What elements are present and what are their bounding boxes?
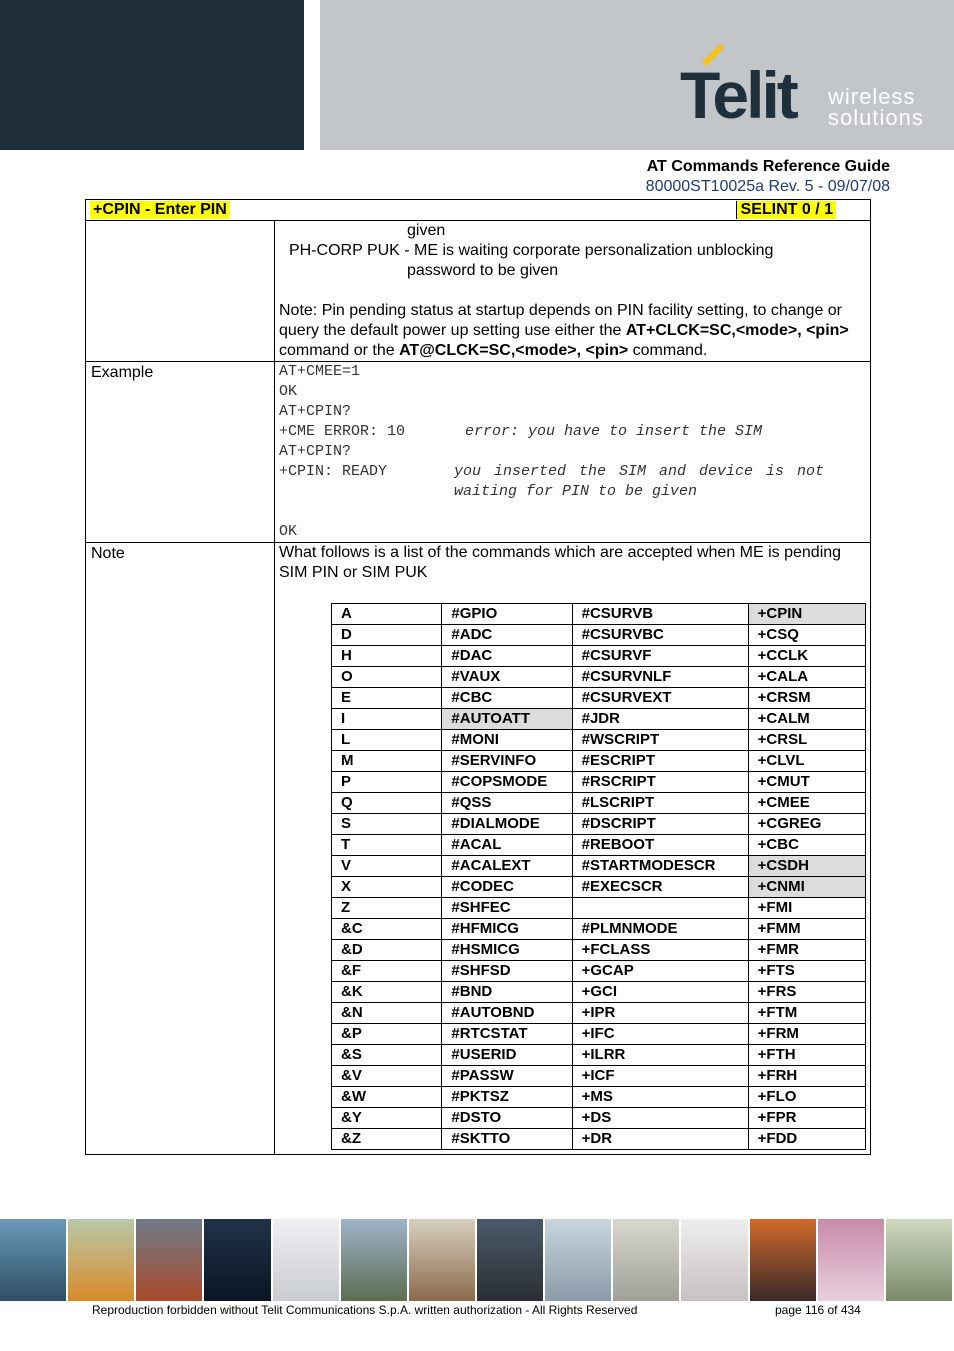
command-cell: +FTH: [748, 1045, 865, 1066]
table-row: [332, 1024, 866, 1045]
command-cell: +FLO: [748, 1087, 865, 1108]
command-cell: #USERID: [442, 1045, 572, 1066]
table-row: [332, 1087, 866, 1108]
command-cell: #DAC: [442, 646, 572, 667]
command-cell: +DS: [572, 1108, 748, 1129]
continuation-cell: [275, 221, 871, 362]
table-row: [332, 1003, 866, 1024]
command-cell: +CALM: [748, 709, 865, 730]
command-cell: #COPSMODE: [442, 772, 572, 793]
command-cell: &C: [332, 919, 442, 940]
command-cell: #VAUX: [442, 667, 572, 688]
command-cell: &D: [332, 940, 442, 961]
status-line-3: password to be given: [407, 262, 559, 279]
command-cell: #RSCRIPT: [572, 772, 748, 793]
status-line-2: PH-CORP PUK - ME is waiting corporate personalization unblocking: [289, 242, 774, 259]
document-title: AT Commands Reference Guide: [646, 158, 890, 175]
command-cell: #ESCRIPT: [572, 751, 748, 772]
command-cell: D: [332, 625, 442, 646]
pin-note: Note: Pin pending status at startup depends on PIN facility setting, to change or query the default power up setting use either the AT+CLCK=SC,<mode>, <pin> command or the AT@CLCK=SC,<mode>, <pin> command.: [279, 302, 849, 359]
command-cell: +FMR: [748, 940, 865, 961]
command-cell: #DIALMODE: [442, 814, 572, 835]
command-cell: +CNMI: [748, 877, 865, 898]
command-cell: #CSURVEXT: [572, 688, 748, 709]
command-cell: +CBC: [748, 835, 865, 856]
command-cell: #ACAL: [442, 835, 572, 856]
command-cell: #ACALEXT: [442, 856, 572, 877]
command-cell: #CSURVBC: [572, 625, 748, 646]
table-row: [332, 940, 866, 961]
command-cell: #CSURVB: [572, 604, 748, 625]
table-row: [332, 772, 866, 793]
command-cell: +FTS: [748, 961, 865, 982]
selint-label: SELINT 0 / 1: [736, 201, 836, 219]
command-cell: +CMEE: [748, 793, 865, 814]
example-line: AT+CPIN?: [279, 403, 352, 420]
command-cell: #EXECSCR: [572, 877, 748, 898]
table-row: [332, 604, 866, 625]
command-cell: +CMUT: [748, 772, 865, 793]
example-line: AT+CMEE=1: [279, 363, 361, 380]
example-cell: [275, 362, 871, 543]
command-cell: +IPR: [572, 1003, 748, 1024]
note-cell: [275, 543, 871, 1155]
command-cell: +CSQ: [748, 625, 865, 646]
example-line: +CME ERROR: 10 error: you have to insert the SIM: [279, 423, 763, 440]
command-cell: #PASSW: [442, 1066, 572, 1087]
command-cell: +FRM: [748, 1024, 865, 1045]
command-cell: #REBOOT: [572, 835, 748, 856]
example-line: OK: [279, 523, 298, 540]
telit-logo: Telit: [680, 58, 796, 132]
command-cell: #SERVINFO: [442, 751, 572, 772]
example-label: Example: [86, 362, 275, 543]
logo-tagline-1: wireless: [828, 84, 916, 109]
command-name: +CPIN - Enter PIN: [90, 201, 230, 219]
command-cell: #QSS: [442, 793, 572, 814]
command-cell: &V: [332, 1066, 442, 1087]
command-cell: +DR: [572, 1129, 748, 1150]
accepted-commands-table: [331, 603, 866, 1150]
command-cell: +CRSM: [748, 688, 865, 709]
table-row: [332, 1066, 866, 1087]
command-cell: A: [332, 604, 442, 625]
command-cell: S: [332, 814, 442, 835]
command-cell: #CSURVF: [572, 646, 748, 667]
example-line: AT+CPIN?: [279, 443, 352, 460]
table-row: [332, 961, 866, 982]
command-cell: +FPR: [748, 1108, 865, 1129]
command-cell: #PKTSZ: [442, 1087, 572, 1108]
command-cell: +FTM: [748, 1003, 865, 1024]
footer-rights: Reproduction forbidden without Telit Communications S.p.A. written authorization - All Rights Reserved: [92, 1303, 638, 1317]
command-cell: &N: [332, 1003, 442, 1024]
command-cell: +IFC: [572, 1024, 748, 1045]
table-row: [332, 793, 866, 814]
command-cell: +FCLASS: [572, 940, 748, 961]
table-row: [332, 982, 866, 1003]
table-row: [332, 709, 866, 730]
command-cell: +CGREG: [748, 814, 865, 835]
command-cell: #AUTOATT: [442, 709, 572, 730]
command-cell: +GCI: [572, 982, 748, 1003]
command-cell: #STARTMODESCR: [572, 856, 748, 877]
logo-tagline-2: solutions: [828, 105, 924, 130]
command-cell: #MONI: [442, 730, 572, 751]
command-cell: L: [332, 730, 442, 751]
command-cell: #RTCSTAT: [442, 1024, 572, 1045]
example-line: waiting for PIN to be given: [454, 483, 698, 500]
table-row: [332, 898, 866, 919]
command-cell: +CRSL: [748, 730, 865, 751]
command-cell: +CLVL: [748, 751, 865, 772]
command-cell: [572, 898, 748, 919]
command-cell: +CCLK: [748, 646, 865, 667]
table-row: [332, 1108, 866, 1129]
command-cell: E: [332, 688, 442, 709]
table-row: [332, 814, 866, 835]
command-cell: T: [332, 835, 442, 856]
command-cell: #HFMICG: [442, 919, 572, 940]
table-row: [332, 1129, 866, 1150]
note-label: Note: [86, 543, 275, 1155]
command-cell: &F: [332, 961, 442, 982]
command-cell: #SHFEC: [442, 898, 572, 919]
command-cell: O: [332, 667, 442, 688]
table-row: [332, 646, 866, 667]
command-cell: V: [332, 856, 442, 877]
command-cell: #WSCRIPT: [572, 730, 748, 751]
command-cell: &P: [332, 1024, 442, 1045]
table-row: [332, 730, 866, 751]
command-cell: +FRS: [748, 982, 865, 1003]
command-cell: +CALA: [748, 667, 865, 688]
command-cell: +GCAP: [572, 961, 748, 982]
command-cell: +ICF: [572, 1066, 748, 1087]
document-revision: 80000ST10025a Rev. 5 - 09/07/08: [645, 178, 890, 195]
command-cell: #DSCRIPT: [572, 814, 748, 835]
command-cell: #CSURVNLF: [572, 667, 748, 688]
command-cell: Q: [332, 793, 442, 814]
command-cell: I: [332, 709, 442, 730]
command-cell: +CSDH: [748, 856, 865, 877]
table-row: [332, 667, 866, 688]
command-cell: &S: [332, 1045, 442, 1066]
command-cell: #CBC: [442, 688, 572, 709]
command-table: [85, 199, 871, 1155]
command-cell: +FDD: [748, 1129, 865, 1150]
command-cell: Z: [332, 898, 442, 919]
status-line-1: given: [407, 222, 446, 239]
command-cell: #LSCRIPT: [572, 793, 748, 814]
command-cell: #ADC: [442, 625, 572, 646]
command-title-row: [86, 200, 871, 221]
command-cell: +FMM: [748, 919, 865, 940]
table-row: [332, 1045, 866, 1066]
command-cell: &W: [332, 1087, 442, 1108]
continuation-label-cell: [86, 221, 275, 362]
example-line: +CPIN: READY you inserted the SIM and device is not: [279, 463, 825, 480]
table-row: [332, 919, 866, 940]
command-cell: #HSMICG: [442, 940, 572, 961]
table-row: [332, 625, 866, 646]
command-cell: H: [332, 646, 442, 667]
command-cell: #BND: [442, 982, 572, 1003]
command-cell: #SKTTO: [442, 1129, 572, 1150]
command-cell: &Z: [332, 1129, 442, 1150]
command-cell: #JDR: [572, 709, 748, 730]
note-text: What follows is a list of the commands which are accepted when ME is pending SIM PIN or SIM PUK: [279, 544, 842, 581]
command-cell: &Y: [332, 1108, 442, 1129]
command-cell: +CPIN: [748, 604, 865, 625]
footer-photo-strip: [0, 1219, 954, 1301]
command-cell: #CODEC: [442, 877, 572, 898]
command-cell: M: [332, 751, 442, 772]
command-cell: +MS: [572, 1087, 748, 1108]
command-cell: X: [332, 877, 442, 898]
command-cell: #SHFSD: [442, 961, 572, 982]
command-cell: P: [332, 772, 442, 793]
command-cell: #GPIO: [442, 604, 572, 625]
table-row: [332, 856, 866, 877]
command-cell: +ILRR: [572, 1045, 748, 1066]
command-cell: #DSTO: [442, 1108, 572, 1129]
command-cell: &K: [332, 982, 442, 1003]
table-row: [332, 835, 866, 856]
table-row: [332, 877, 866, 898]
example-line: OK: [279, 383, 298, 400]
table-row: [332, 751, 866, 772]
command-cell: +FMI: [748, 898, 865, 919]
command-cell: +FRH: [748, 1066, 865, 1087]
table-row: [332, 688, 866, 709]
command-cell: #PLMNMODE: [572, 919, 748, 940]
header-dark-block: [0, 0, 304, 150]
page-number: page 116 of 434: [775, 1303, 861, 1317]
command-cell: #AUTOBND: [442, 1003, 572, 1024]
